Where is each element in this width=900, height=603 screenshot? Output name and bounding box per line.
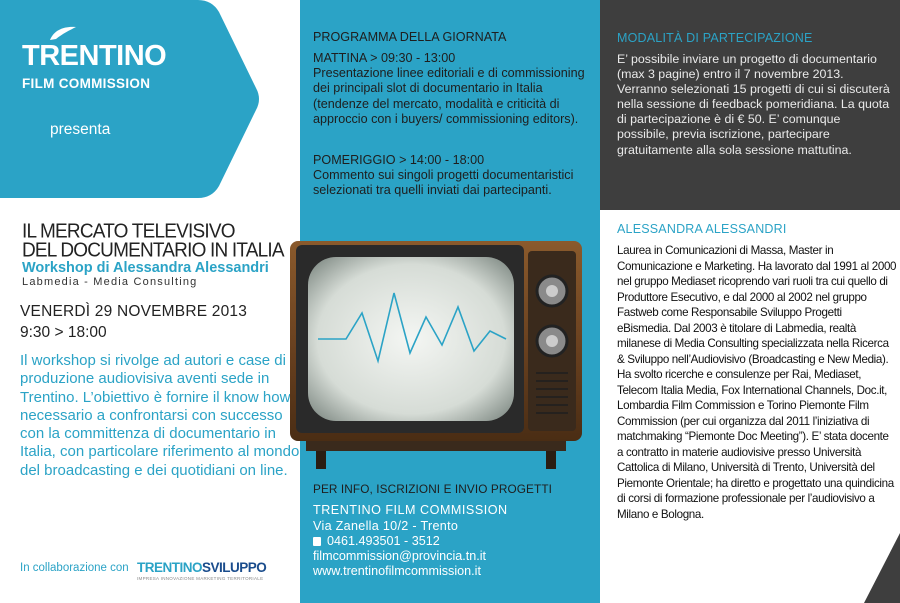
logo-trentino: TRENTINO <box>22 40 167 72</box>
left-column <box>0 0 300 603</box>
corner-decoration <box>864 533 900 603</box>
logo-film-commission: FILM COMMISSION <box>22 76 151 91</box>
contact-phone <box>313 534 440 548</box>
television-illustration <box>286 235 586 475</box>
event-subtitle: Workshop di Alessandra Alessandri <box>22 260 269 276</box>
partner-logo-b: SVILUPPO <box>202 560 267 575</box>
participation-heading: MODALITÀ DI PARTECIPAZIONE <box>617 31 813 45</box>
event-date: VENERDÌ 29 NOVEMBRE 2013 <box>20 303 248 320</box>
event-title-line1: IL MERCATO TELEVISIVO <box>22 220 235 243</box>
contact-address: Via Zanella 10/2 - Trento <box>313 519 459 533</box>
morning-heading: MATTINA > 09:30 - 13:00 <box>313 51 456 65</box>
afternoon-description: Commento sui singoli progetti documentaristici selezionati tra quelli inviati dai partecipanti. <box>313 168 574 198</box>
partner-tagline: IMPRESA INNOVAZIONE MARKETING TERRITORIALE <box>137 576 264 581</box>
right-column <box>600 0 900 603</box>
collaboration-label: In collaborazione con <box>20 562 129 574</box>
logo-banner <box>0 0 300 198</box>
contact-email[interactable]: filmcommission@provincia.tn.it <box>313 549 487 563</box>
event-time: 9:30 > 18:00 <box>20 324 107 341</box>
participation-body: E’ possibile inviare un progetto di documentario (max 3 pagine) entro il 7 novembre 2013. Verranno selezionati 15 progetti di cui si discuterà nella sessione di feedback pomeridiana. La quota di partecipazione è di € 50. E’ comunque possibile, previa iscrizione, partecipare gratuitamente alla sola sessione mattutina. <box>617 52 890 157</box>
partner-logo-a: TRENTINO <box>137 560 202 575</box>
info-heading: PER INFO, ISCRIZIONI E INVIO PROGETTI <box>313 482 553 496</box>
bio-body: Laurea in Comunicazioni di Massa, Master in Comunicazione e Marketing. Ha lavorato dal 1991 al 2000 nel gruppo Mediaset ricoprendo vari ruoli tra cui quello di Produttore Esecutivo, e dal 2000 al 2002 nel gruppo Fastweb come Responsabile Sviluppo Progetti eBismedia. Dal 2003 è titolare di Labmedia, realtà milanese di Media Consulting specializzata nella Ricerca & Sviluppo nell’Audiovisivo (Broadcasting e New Media). Ha svolto ricerche e consulenze per Rai, Mediaset, Telecom Italia Media, Fox International Channels, Doc.it, Lombardia Film Commission e Torino Piemonte Film Commission (per cui organizza dal 2011 l’iniziativa di matchmaking “Piemonte Doc Meeting”). E’ stata docente a contratto in materie audiovisive presso Università Cattolica di Milano, Università di Trento, Università del Piemonte Orientale; ha diretto e progettato una quindicina di corsi di formazione professionale per l’audiovisivo a Milano e Bologna. <box>617 244 897 521</box>
bio-heading: ALESSANDRA ALESSANDRI <box>617 222 787 236</box>
partner-logo <box>137 560 266 575</box>
presenta-label: presenta <box>50 121 111 138</box>
event-description: Il workshop si rivolge ad autori e case di produzione audiovisiva aventi sede in Trentino. L’obiettivo è fornire il know how necessario a confrontarsi con successo con la committenza di documentario in Italia, con particolare riferimento al mondo del broadcasting e dei quotidiani on line. <box>20 352 300 479</box>
event-organizer: Labmedia - Media Consulting <box>22 276 198 288</box>
morning-description: Presentazione linee editoriali e di commissioning dei principali slot di documentario in Italia (tendenze del mercato, modalità e criticità di approccio con i buyers/ commissioning editors). <box>313 66 585 127</box>
contact-phone-number: 0461.493501 - 3512 <box>327 534 440 548</box>
event-title-line2: DEL DOCUMENTARIO IN ITALIA <box>22 239 284 262</box>
contact-website[interactable]: www.trentinofilmcommission.it <box>313 564 481 578</box>
phone-icon <box>313 537 321 546</box>
contact-org: TRENTINO FILM COMMISSION <box>313 503 508 517</box>
afternoon-heading: POMERIGGIO > 14:00 - 18:00 <box>313 153 485 167</box>
programme-heading: PROGRAMMA DELLA GIORNATA <box>313 30 507 44</box>
